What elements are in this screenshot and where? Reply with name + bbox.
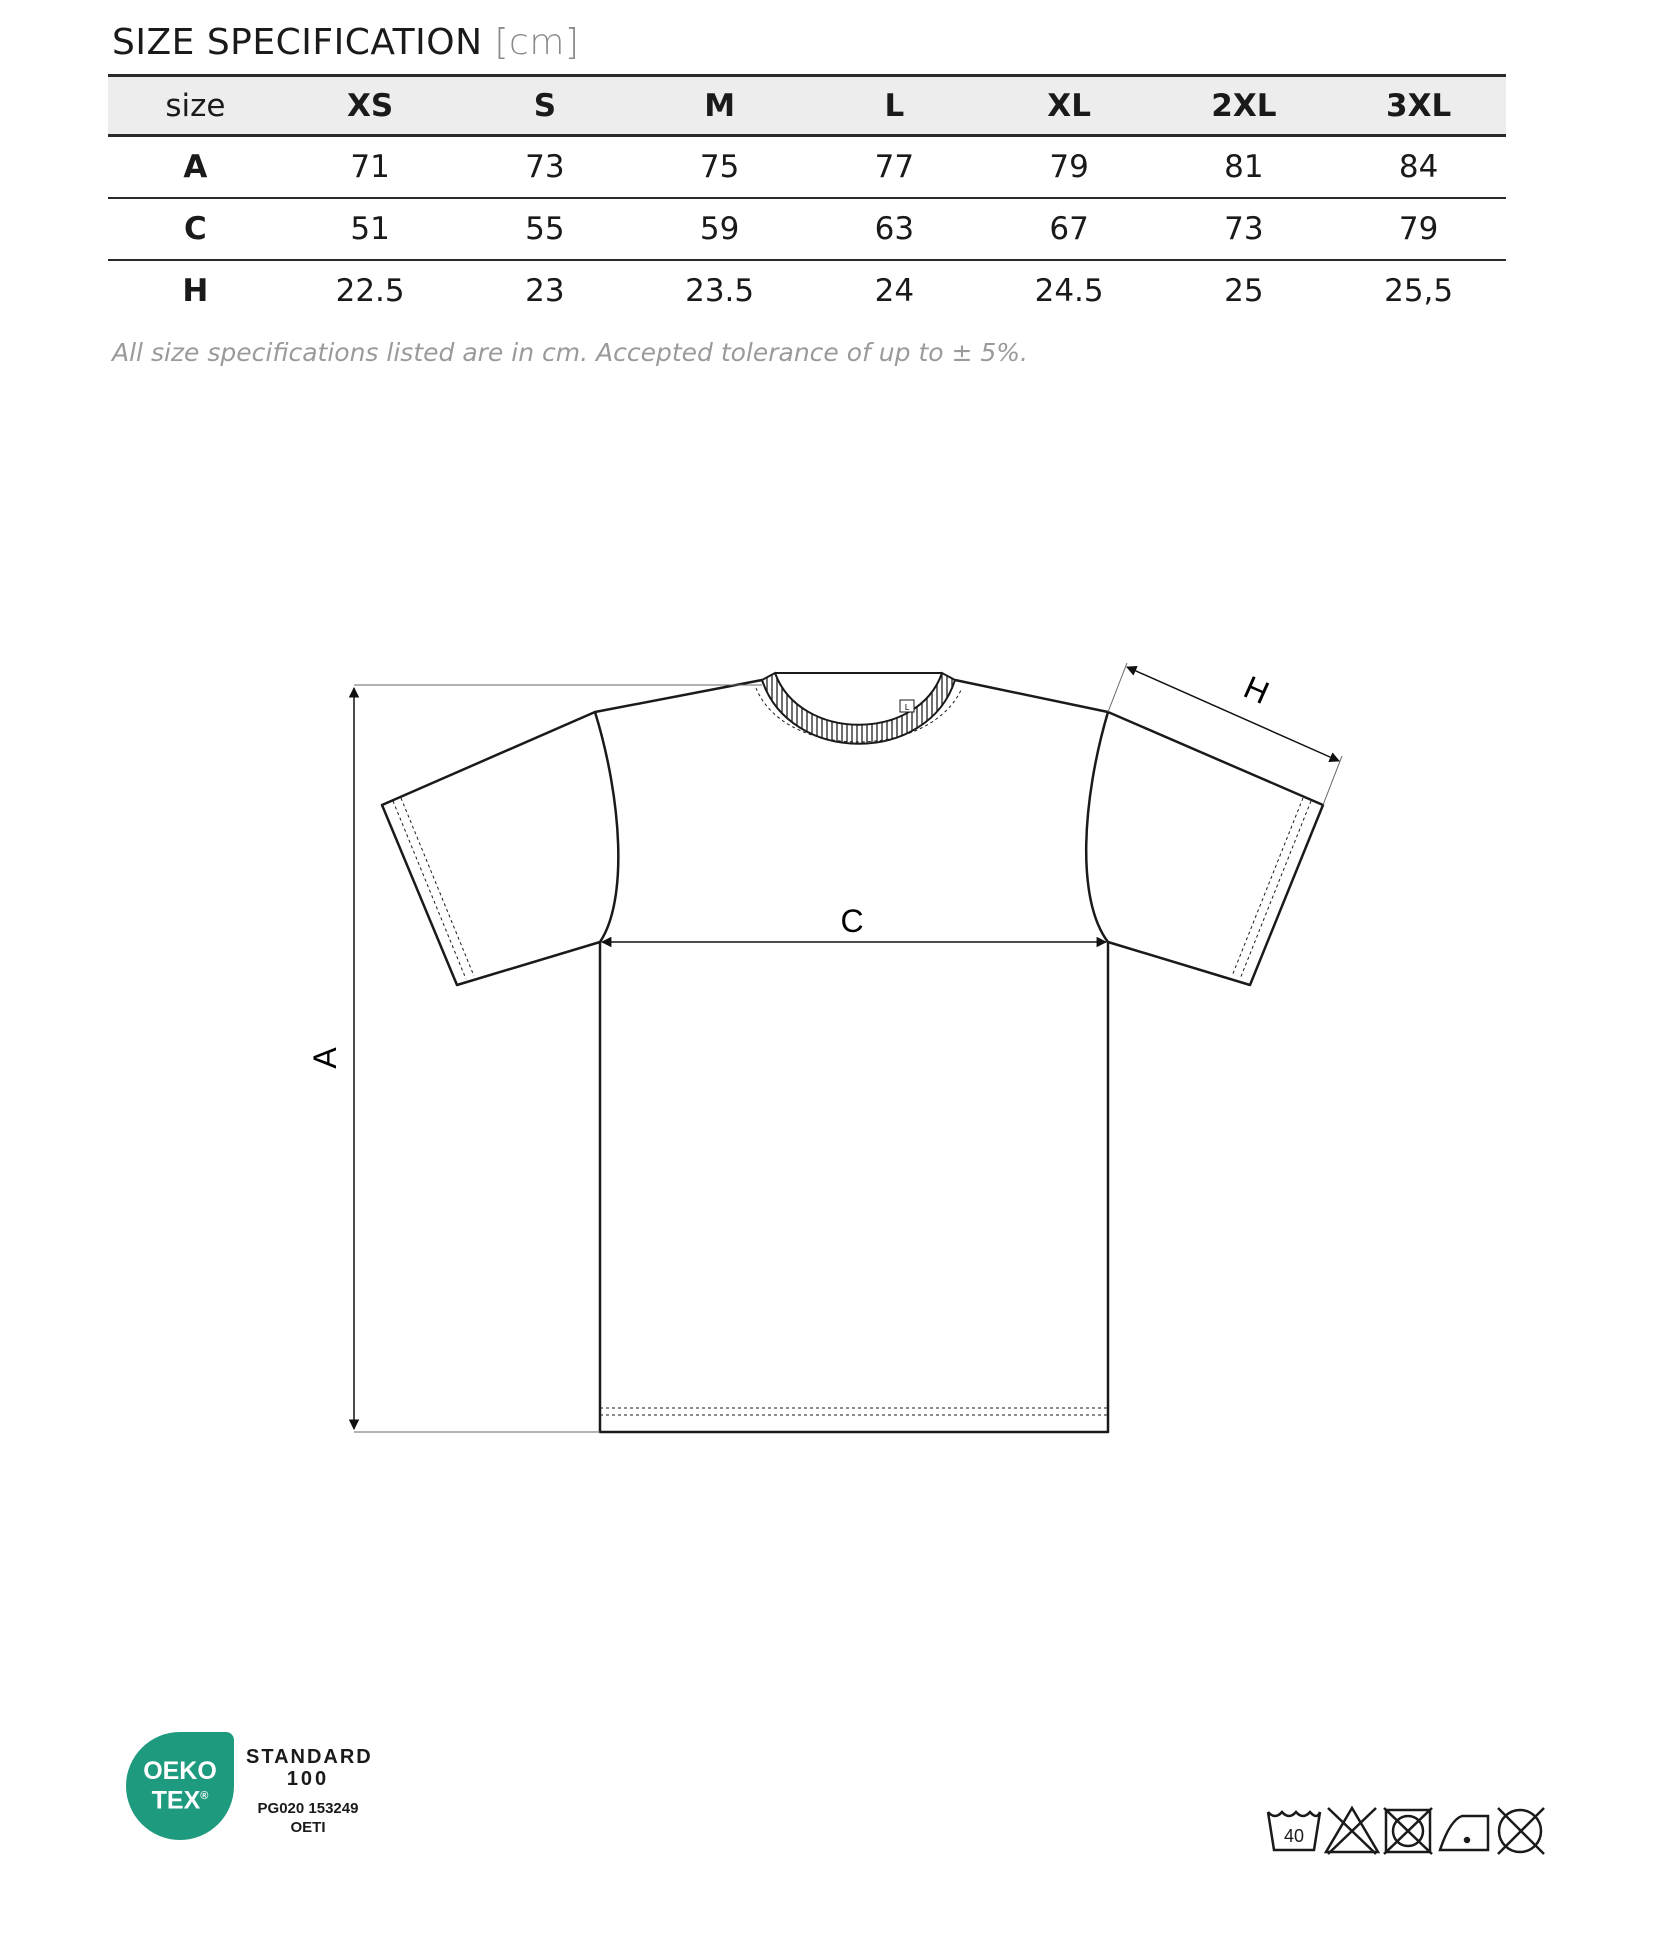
no-bleach-icon — [1326, 1808, 1378, 1854]
iron-low-icon — [1440, 1816, 1488, 1850]
table-cell: 25,5 — [1384, 273, 1454, 309]
collar-rib — [756, 673, 962, 744]
table-cell: 79 — [1049, 148, 1089, 185]
shirt-outline — [382, 680, 1323, 1432]
care-symbols — [1264, 1800, 1574, 1860]
oeko-logo-line1: OEKO — [143, 1756, 217, 1785]
no-tumble-dry-icon — [1384, 1808, 1432, 1854]
column-header: XL — [1047, 87, 1091, 124]
table-cell: 22.5 — [335, 273, 405, 309]
column-header: 3XL — [1386, 87, 1452, 124]
column-header: 2XL — [1211, 87, 1277, 124]
certificate-number: PG020 153249 — [257, 1800, 359, 1817]
hem-stitching — [600, 1408, 1108, 1415]
no-dry-clean-icon — [1498, 1808, 1544, 1854]
oeko-logo-line2: TEX® — [151, 1786, 209, 1815]
table-cell: 24 — [874, 273, 915, 309]
table-cell: 75 — [699, 148, 740, 185]
row-label: A — [183, 148, 208, 185]
table-cell: 84 — [1398, 148, 1439, 185]
wash-40-icon — [1268, 1812, 1320, 1850]
dimension-h — [1108, 663, 1342, 805]
size-tag — [900, 700, 914, 712]
oeko-tex-logo — [126, 1732, 234, 1840]
oeko-tex-details — [246, 1746, 373, 1836]
dimension-c-label: C — [840, 903, 864, 939]
tolerance-note: All size specifications listed are in cm. Accepted tolerance of up to ± 5%. — [112, 338, 1029, 367]
standard-number: 100 — [286, 1768, 330, 1790]
table-cell: 23 — [525, 273, 565, 309]
column-header: L — [884, 87, 905, 124]
table-cell: 67 — [1049, 210, 1089, 247]
table-cell: 25 — [1224, 273, 1264, 309]
institute-name: OETI — [290, 1819, 326, 1836]
column-header: S — [533, 87, 557, 124]
column-header: M — [704, 87, 736, 124]
table-cell: 63 — [874, 210, 915, 247]
title-text: SIZE SPECIFICATION — [112, 22, 483, 63]
table-cell: 73 — [525, 148, 565, 185]
dimension-a — [307, 685, 762, 1432]
column-header: XS — [347, 87, 394, 124]
table-cell: 71 — [350, 148, 390, 185]
svg-text:40: 40 — [1283, 1826, 1305, 1846]
table-cell: 51 — [350, 210, 390, 247]
oeko-tex-badge — [126, 1732, 234, 1840]
table-cell: 77 — [874, 148, 915, 185]
standard-label: STANDARD — [246, 1746, 373, 1768]
dimension-a-label: A — [307, 1047, 343, 1069]
sleeve-stitching — [393, 798, 1311, 979]
dimension-c — [602, 903, 1106, 942]
table-cell: 23.5 — [685, 273, 755, 309]
row-label: C — [183, 210, 207, 247]
title-unit: [cm] — [494, 22, 580, 63]
column-header: size — [165, 87, 226, 124]
table-cell: 59 — [699, 210, 740, 247]
svg-text:L: L — [904, 703, 910, 712]
table-cell: 55 — [525, 210, 565, 247]
dimension-h-label: H — [1238, 668, 1275, 712]
table-cell: 24.5 — [1034, 273, 1104, 309]
table-cell: 79 — [1398, 210, 1439, 247]
row-label: H — [182, 273, 209, 309]
table-cell: 81 — [1224, 148, 1264, 185]
table-cell: 73 — [1224, 210, 1264, 247]
